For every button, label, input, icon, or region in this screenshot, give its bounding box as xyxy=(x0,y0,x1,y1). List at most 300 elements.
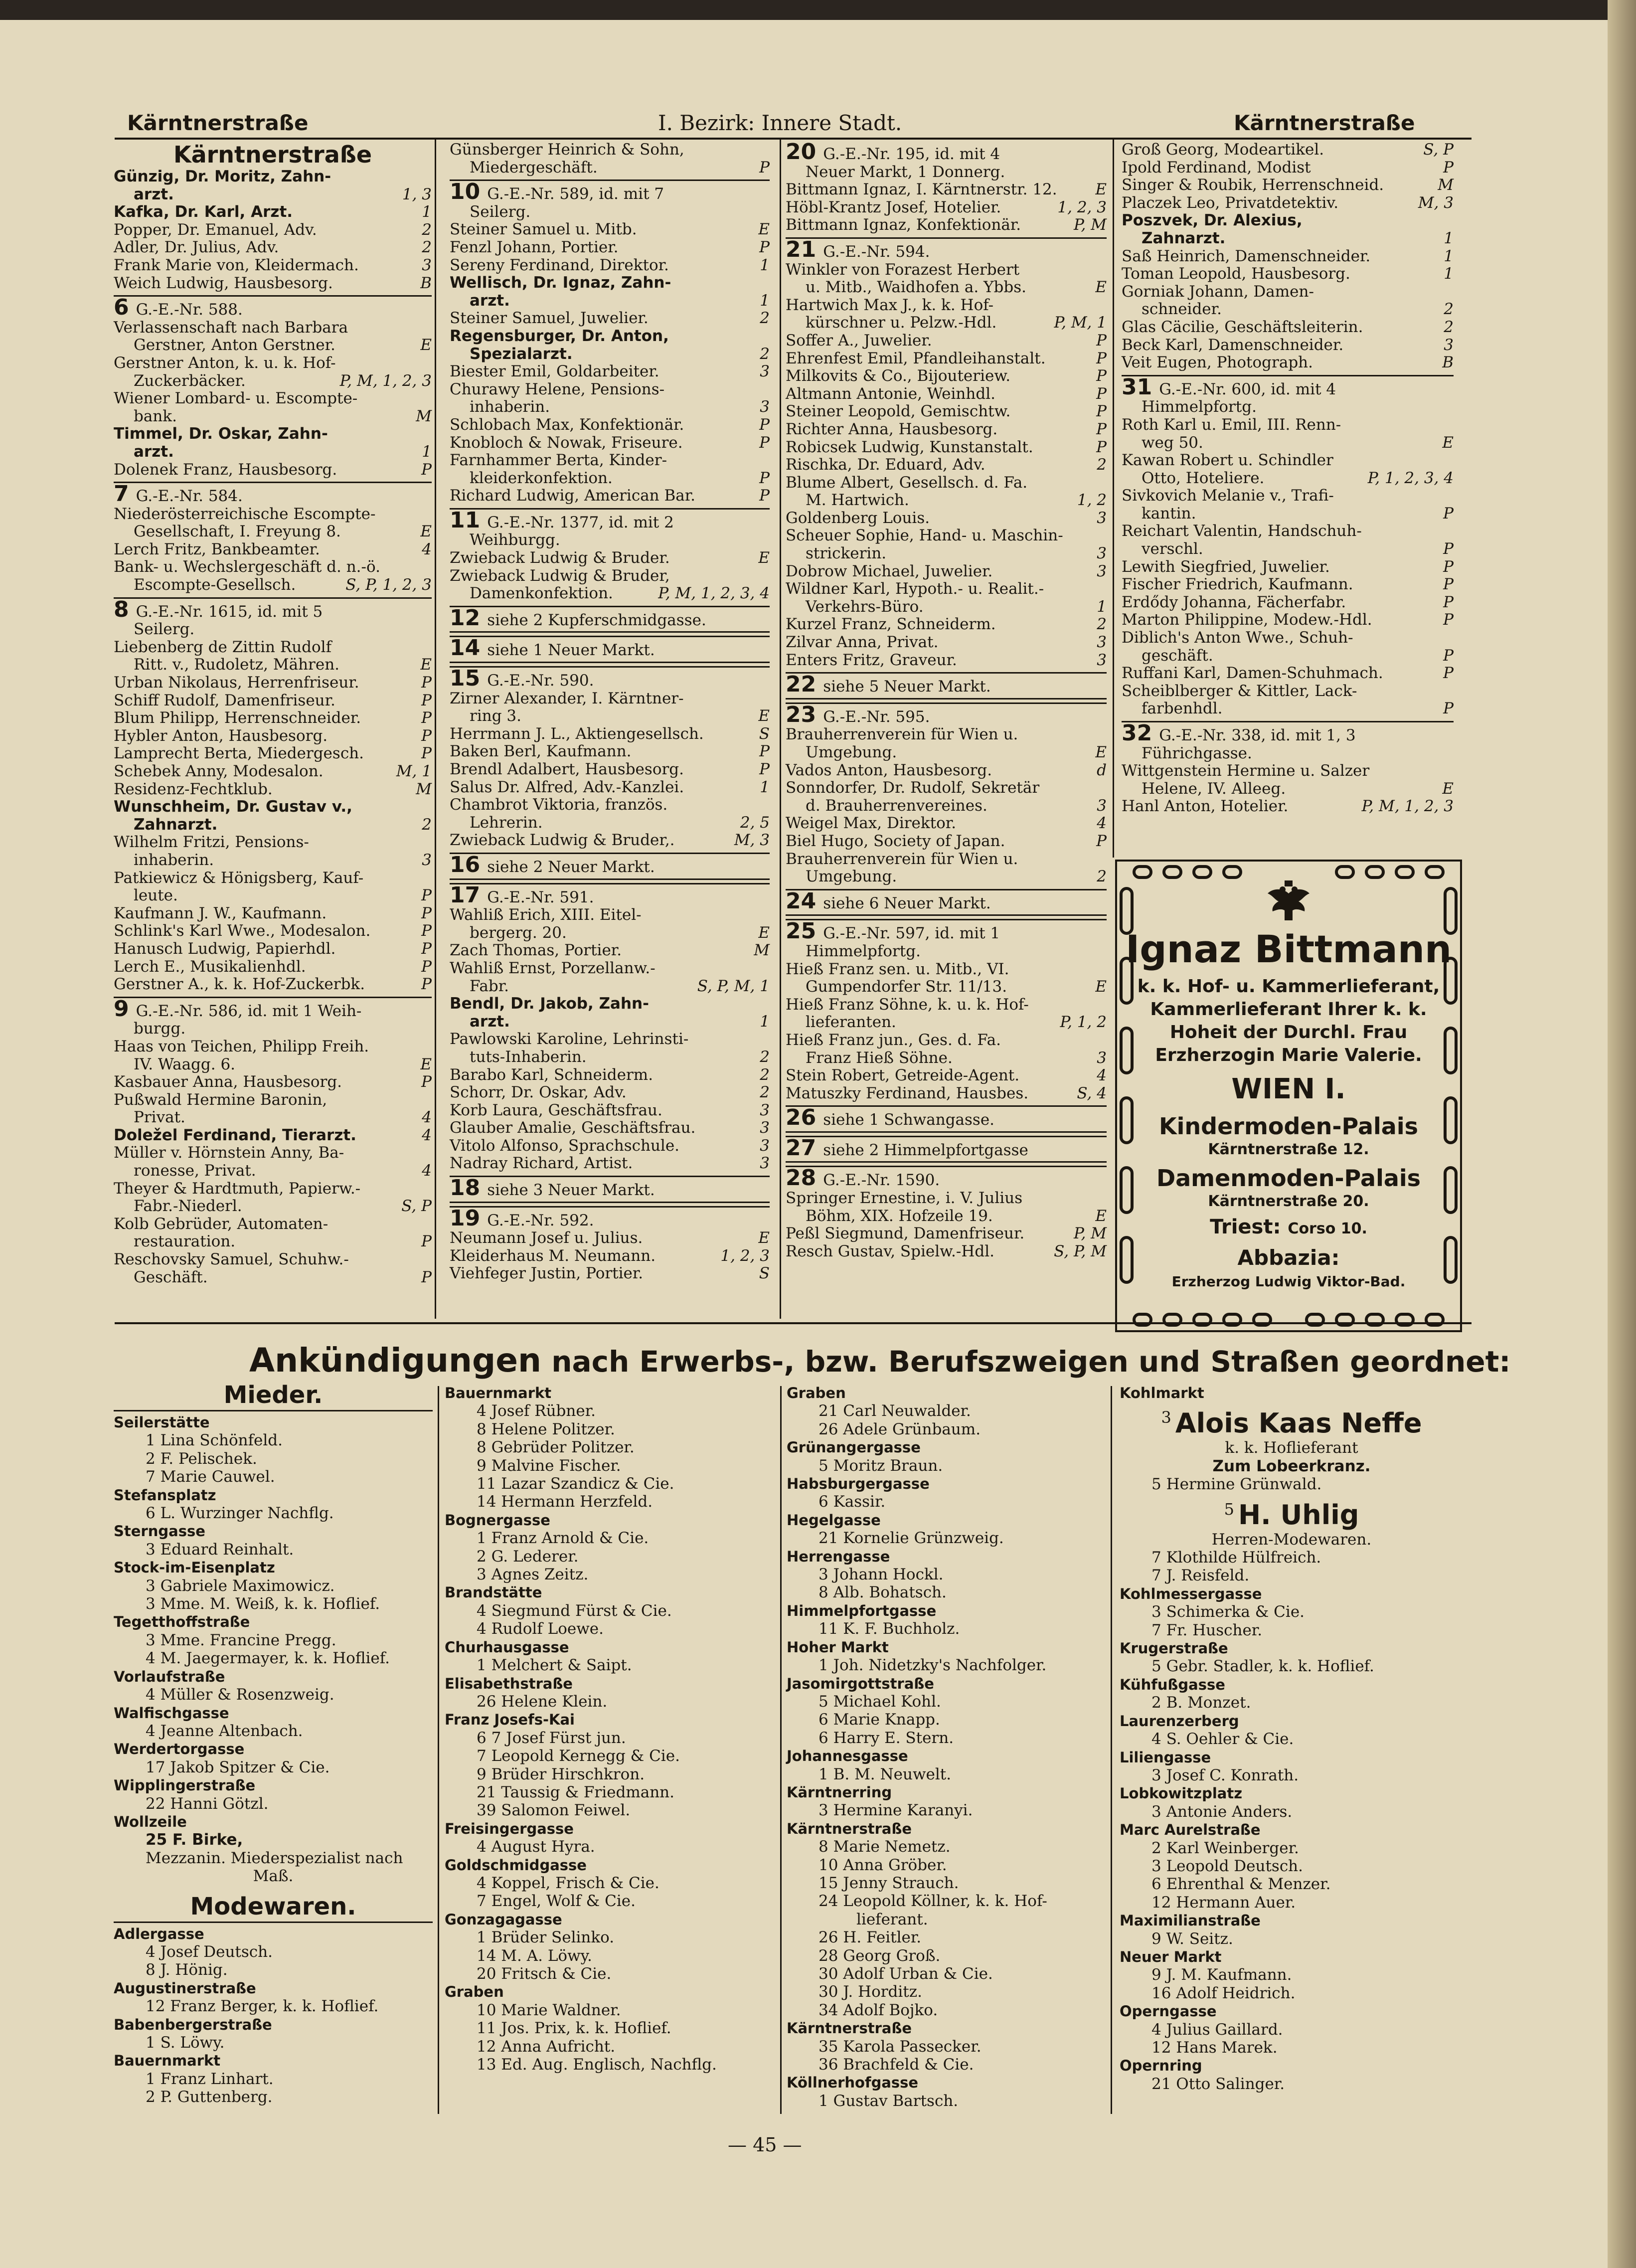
entry-text: Saß Heinrich, Damenschneider. xyxy=(1122,247,1371,265)
entry-text: Ehrenfest Emil, Pfandleihanstalt. xyxy=(786,349,1046,367)
entry-text: Geschäft. xyxy=(134,1268,208,1286)
listing-item: 5 Hermine Grünwald. xyxy=(1151,1475,1322,1494)
floor-marker: M xyxy=(1438,176,1454,194)
directory-entry xyxy=(450,1031,770,1048)
entry-text: Beck Karl, Damenschneider. xyxy=(1122,336,1344,354)
entry-text: G.-E.-Nr. 591. xyxy=(487,888,594,906)
directory-entry xyxy=(114,781,432,799)
listing-item: 21 Kornelie Grünzweig. xyxy=(818,1529,1004,1548)
directory-entry xyxy=(1122,647,1454,665)
directory-entry xyxy=(114,319,432,337)
entry-text: Spezialarzt. xyxy=(470,345,573,363)
entry-text: strickerin. xyxy=(806,544,887,563)
listing-item: 12 Hans Marek. xyxy=(1151,2039,1278,2057)
floor-marker: 1 xyxy=(422,442,432,461)
directory-entry xyxy=(114,870,432,887)
house-number-entry xyxy=(450,636,770,663)
entry-text: kleiderkonfektion. xyxy=(470,469,613,487)
floor-marker: 3 xyxy=(1097,1048,1107,1067)
directory-entry xyxy=(786,1208,1107,1225)
ad-company-name: Ignaz Bittmann xyxy=(1125,927,1452,971)
listing-item: 11 Jos. Prix, k. k. Hoflief. xyxy=(477,2019,671,2038)
listing-item: 8 Helene Politzer. xyxy=(477,1420,615,1438)
listing-item: 6 Ehrenthal & Menzer. xyxy=(1151,1875,1331,1894)
directory-entry xyxy=(786,762,1107,780)
directory-entry xyxy=(786,833,1107,851)
directory-entry xyxy=(786,474,1107,492)
street-title: Kärntnerstraße xyxy=(173,141,372,168)
directory-entry xyxy=(114,940,432,958)
house-number-entry xyxy=(786,1105,1107,1133)
street-name: Graben xyxy=(787,1385,846,1401)
directory-entry xyxy=(450,257,770,275)
listing-item: 26 Adele Grünbaum. xyxy=(818,1420,981,1438)
entry-text: Gumpendorfer Str. 11/13. xyxy=(806,978,1007,996)
directory-entry xyxy=(114,257,432,275)
entry-text: G.-E.-Nr. 594. xyxy=(823,242,930,261)
directory-entry xyxy=(450,924,770,942)
directory-entry xyxy=(786,456,1107,474)
entry-text: G.-E.-Nr. 595. xyxy=(823,707,930,726)
entry-text: Seilerg. xyxy=(470,202,531,221)
floor-marker: E xyxy=(758,549,770,567)
street-name: Maximilianstraße xyxy=(1120,1912,1261,1929)
listing-item: 3 Mme. Francine Pregg. xyxy=(146,1631,336,1649)
floor-marker: 1, 3 xyxy=(402,185,432,203)
entry-text: Günsberger Heinrich & Sohn, xyxy=(450,141,684,159)
directory-entry xyxy=(114,239,432,257)
directory-entry xyxy=(450,159,770,177)
floor-marker: E xyxy=(758,923,770,942)
entry-text: Doležel Ferdinand, Tierarzt. xyxy=(114,1126,356,1144)
listing-item: 1 Brüder Selinko. xyxy=(477,1928,615,1947)
listing-item: 2 Karl Weinberger. xyxy=(1151,1839,1299,1857)
entry-text: Schebek Anny, Modesalon. xyxy=(114,762,324,780)
directory-entry xyxy=(114,656,432,674)
floor-marker: 2 xyxy=(422,815,432,834)
directory-entry xyxy=(450,203,770,221)
listing-item: 24 Leopold Köllner, k. k. Hof- xyxy=(818,1892,1047,1911)
listing-item: 14 Hermann Herzfeld. xyxy=(477,1493,653,1511)
directory-entry xyxy=(114,203,432,221)
entry-text: Salus Dr. Alfred, Adv.-Kanzlei. xyxy=(450,778,684,796)
listing-item: 1 Franz Arnold & Cie. xyxy=(477,1529,649,1548)
floor-marker: B xyxy=(420,274,432,292)
directory-entry xyxy=(1122,594,1454,612)
listing-item: 3 Mme. M. Weiß, k. k. Hoflief. xyxy=(146,1595,380,1613)
entry-text: Sivkovich Melanie v., Trafi- xyxy=(1122,487,1334,505)
ad-triest xyxy=(1114,1216,1463,1238)
listing-item: 4 Jeanne Altenbach. xyxy=(146,1722,303,1740)
directory-entry xyxy=(450,1247,770,1265)
ad-address-1: Kärntnerstraße 12. xyxy=(1208,1141,1369,1158)
entry-text: Lerch E., Musikalienhdl. xyxy=(114,957,306,976)
house-number-entry xyxy=(786,889,1107,916)
entry-text: Weigel Max, Direktor. xyxy=(786,814,957,833)
floor-marker: P xyxy=(421,460,432,479)
entry-text: Brauherrenverein für Wien u. xyxy=(786,850,1018,868)
entry-text: Roth Karl u. Emil, III. Renn- xyxy=(1122,415,1341,434)
entry-text: d. Brauherrenvereines. xyxy=(806,796,987,815)
directory-entry xyxy=(1122,416,1454,434)
directory-entry xyxy=(450,978,770,996)
listing-item: 8 Alb. Bohatsch. xyxy=(818,1583,947,1602)
floor-marker: 2, 5 xyxy=(740,813,770,832)
entry-text: Niederösterreichische Escompte- xyxy=(114,505,376,523)
directory-entry xyxy=(114,461,432,479)
floor-marker: M, 3 xyxy=(734,831,770,850)
house-number-entry xyxy=(450,1176,770,1203)
floor-marker: 4 xyxy=(422,1162,432,1180)
directory-entry xyxy=(114,186,432,204)
house-number: 5 xyxy=(1224,1499,1234,1519)
directory-entry xyxy=(786,815,1107,833)
double-eagle-crest-icon xyxy=(1264,878,1313,928)
entry-text: Zilvar Anna, Privat. xyxy=(786,633,939,652)
directory-entry xyxy=(114,1251,432,1269)
listing-item: 1 B. M. Neuwelt. xyxy=(818,1765,952,1783)
house-number: 20 xyxy=(786,139,817,165)
entry-text: farbenhdl. xyxy=(1142,699,1223,718)
street-name: Graben xyxy=(445,1983,504,2001)
entry-text: Resch Gustav, Spielw.-Hdl. xyxy=(786,1242,994,1260)
floor-marker: E xyxy=(1442,433,1454,452)
street-name: Jasomirgottstraße xyxy=(787,1675,934,1692)
announcements-title-main: Ankündigungen xyxy=(249,1341,542,1380)
entry-text: Zwieback Ludwig & Bruder,. xyxy=(450,831,675,850)
listing-item: Zum Lobeerkranz. xyxy=(1212,1457,1371,1475)
directory-entry xyxy=(786,996,1107,1014)
floor-marker: P xyxy=(1443,158,1454,176)
listing-item: 6 Harry E. Stern. xyxy=(818,1729,954,1747)
directory-entry xyxy=(786,297,1107,315)
street-name: Krugerstraße xyxy=(1120,1640,1228,1657)
directory-entry xyxy=(786,385,1107,403)
floor-marker: P xyxy=(1096,832,1107,850)
ad-line-4: Erzherzogin Marie Valerie. xyxy=(1155,1045,1422,1065)
listing-item: 9 J. M. Kaufmann. xyxy=(1151,1966,1292,1984)
floor-marker: E xyxy=(420,656,432,674)
entry-text: Müller v. Hörnstein Anny, Ba- xyxy=(114,1144,344,1162)
house-number-entry xyxy=(1122,375,1454,399)
floor-marker: 3 xyxy=(1097,562,1107,580)
directory-entry xyxy=(450,1119,770,1137)
house-number: 15 xyxy=(450,666,481,692)
listing-item: 8 Marie Nemetz. xyxy=(818,1838,951,1856)
entry-text: leute. xyxy=(134,886,178,905)
directory-entry xyxy=(786,403,1107,421)
street-name: Himmelpfortgasse xyxy=(787,1602,937,1619)
floor-marker: P xyxy=(1443,699,1454,718)
floor-marker: 3 xyxy=(1444,336,1454,354)
entry-text: Dobrow Michael, Juwelier. xyxy=(786,562,993,580)
directory-entry xyxy=(114,852,432,870)
entry-text: Umgebung. xyxy=(806,743,897,761)
entry-text: M. Hartwich. xyxy=(806,491,909,510)
directory-entry xyxy=(786,1032,1107,1049)
entry-text: Bittmann Ignaz, Konfektionär. xyxy=(786,216,1021,234)
house-number: 26 xyxy=(786,1105,817,1131)
directory-entry xyxy=(114,692,432,710)
floor-marker: P xyxy=(421,674,432,692)
entry-text: siehe 2 Neuer Markt. xyxy=(487,858,655,876)
entry-text: Regensburger, Dr. Anton, xyxy=(450,327,669,345)
street-name: Seilerstätte xyxy=(114,1414,210,1431)
entry-text: Pußwald Hermine Baronin, xyxy=(114,1090,327,1109)
ann-divider-3 xyxy=(1111,1386,1112,2114)
house-number: 25 xyxy=(786,918,817,944)
house-number-entry xyxy=(1122,721,1454,745)
directory-entry xyxy=(1122,780,1454,798)
floor-marker: 3 xyxy=(760,1154,770,1173)
house-number-entry xyxy=(114,997,432,1021)
entry-text: Fabr.-Niederl. xyxy=(134,1197,242,1216)
floor-marker: 3 xyxy=(1097,633,1107,652)
floor-marker: 1 xyxy=(1444,247,1454,265)
listing-item: 5 Gebr. Stadler, k. k. Hoflief. xyxy=(1151,1657,1374,1676)
entry-text: Bank- u. Wechslergeschäft d. n.-ö. xyxy=(114,558,380,576)
house-number: 6 xyxy=(114,295,129,321)
floor-marker: M, 1 xyxy=(396,762,432,780)
house-number-entry xyxy=(450,606,770,633)
house-number: 31 xyxy=(1122,374,1152,400)
entry-text: kürschner u. Pelzw.-Hdl. xyxy=(806,314,997,332)
floor-marker: 2 xyxy=(422,220,432,239)
category-heading: Mieder. xyxy=(114,1380,433,1411)
floor-marker: S, P xyxy=(1423,141,1454,159)
entry-text: Privat. xyxy=(134,1108,185,1127)
listing-item: 8 J. Hönig. xyxy=(146,1961,228,1979)
directory-entry xyxy=(1122,159,1454,177)
listing-item: 13 Ed. Aug. Englisch, Nachflg. xyxy=(477,2056,717,2074)
directory-entry xyxy=(450,960,770,978)
entry-text: G.-E.-Nr. 1377, id. mit 2 xyxy=(487,513,674,531)
floor-marker: 1 xyxy=(1444,265,1454,283)
listing-item: 4 S. Oehler & Cie. xyxy=(1151,1730,1294,1748)
listing-item: 15 Jenny Strauch. xyxy=(818,1874,959,1892)
entry-text: Soffer A., Juwelier. xyxy=(786,331,932,349)
directory-entry xyxy=(1122,487,1454,505)
entry-text: Ipold Ferdinand, Modist xyxy=(1122,158,1311,176)
entry-text: Wiener Lombard- u. Escompte- xyxy=(114,389,358,408)
entry-text: kantin. xyxy=(1142,504,1196,523)
floor-marker: E xyxy=(420,1055,432,1073)
listing-item: 2 F. Pelischek. xyxy=(146,1449,257,1468)
entry-text: Lerch Fritz, Bankbeamter. xyxy=(114,540,320,558)
directory-entry xyxy=(450,1229,770,1247)
scan-page-edge xyxy=(1608,0,1636,2268)
directory-entry xyxy=(1122,248,1454,266)
entry-text: Lewith Siegfried, Juwelier. xyxy=(1122,557,1330,576)
entry-text: Timmel, Dr. Oskar, Zahn- xyxy=(114,425,328,443)
directory-entry xyxy=(1122,700,1454,718)
directory-entry xyxy=(786,978,1107,996)
entry-text: Winkler von Forazest Herbert xyxy=(786,260,1020,279)
directory-entry xyxy=(114,958,432,976)
street-name: Hoher Markt xyxy=(787,1638,889,1656)
house-number: 23 xyxy=(786,701,817,727)
listing-item: 3 Gabriele Maximowicz. xyxy=(146,1576,335,1595)
announcements-title xyxy=(249,1341,1511,1380)
announcements-column-1 xyxy=(114,1380,433,2106)
entry-text: Churawy Helene, Pensions- xyxy=(450,380,665,398)
entry-text: Schorr, Dr. Oskar, Adv. xyxy=(450,1083,627,1102)
directory-entry xyxy=(114,390,432,408)
listing-item: 26 H. Feitler. xyxy=(818,1928,922,1947)
entry-text: Peßl Siegmund, Damenfriseur. xyxy=(786,1224,1025,1243)
entry-text: G.-E.-Nr. 1615, id. mit 5 xyxy=(136,602,323,621)
directory-entry xyxy=(1122,319,1454,337)
entry-text: Viehfeger Justin, Portier. xyxy=(450,1264,644,1283)
announcements-column-2 xyxy=(445,1384,774,2074)
entry-text: Kafka, Dr. Karl, Arzt. xyxy=(114,203,293,221)
entry-text: Sonndorfer, Dr. Rudolf, Sekretär xyxy=(786,779,1040,797)
directory-entry xyxy=(114,816,432,834)
directory-entry xyxy=(786,868,1107,886)
street-name: Elisabethstraße xyxy=(445,1675,573,1692)
directory-entry xyxy=(450,1066,770,1084)
entry-text: G.-E.-Nr. 589, id. mit 7 xyxy=(487,185,664,203)
entry-text: Gorniak Johann, Damen- xyxy=(1122,282,1314,301)
floor-marker: P xyxy=(759,742,770,761)
entry-text: Steiner Leopold, Gemischtw. xyxy=(786,402,1011,421)
entry-text: G.-E.-Nr. 590. xyxy=(487,672,594,690)
listing-item: 1 Lina Schönfeld. xyxy=(146,1431,283,1450)
directory-entry xyxy=(450,1084,770,1102)
listing-item: 2 P. Guttenberg. xyxy=(146,2088,273,2106)
listing-item: 25 F. Birke, xyxy=(146,1831,243,1849)
listing-item: 7 Marie Cauwel. xyxy=(146,1468,275,1486)
floor-marker: 3 xyxy=(422,256,432,274)
house-number-entry xyxy=(450,179,770,203)
directory-entry xyxy=(450,274,770,292)
directory-entry xyxy=(450,942,770,960)
directory-entry xyxy=(114,1073,432,1091)
entry-text: G.-E.-Nr. 597, id. mit 1 xyxy=(823,924,1000,943)
entry-text: burgg. xyxy=(134,1020,186,1038)
listing-item: 20 Fritsch & Cie. xyxy=(477,1965,612,1983)
floor-marker: 1 xyxy=(1444,229,1454,247)
listing-item: 1 Gustav Bartsch. xyxy=(818,2092,959,2110)
listing-item: 1 Joh. Nidetzky's Nachfolger. xyxy=(818,1656,1047,1675)
floor-marker: 2 xyxy=(1444,300,1454,319)
street-name: Freisingergasse xyxy=(445,1820,574,1837)
floor-marker: P xyxy=(1443,575,1454,594)
entry-text: Glas Cäcilie, Geschäftsleiterin. xyxy=(1122,318,1363,336)
directory-entry xyxy=(450,707,770,725)
entry-text: Zuckerbäcker. xyxy=(134,371,246,390)
entry-text: Seilerg. xyxy=(134,620,195,639)
ad-triest-address: Corso 10. xyxy=(1288,1220,1367,1237)
directory-entry xyxy=(114,576,432,594)
entry-text: siehe 2 Kupferschmidgasse. xyxy=(487,611,706,629)
house-number-entry xyxy=(114,597,432,621)
directory-entry xyxy=(786,1049,1107,1067)
ann-divider-1 xyxy=(438,1386,439,2114)
house-number-entry xyxy=(450,508,770,532)
ann-divider-2 xyxy=(780,1386,782,2114)
listing-item: 3 Leopold Deutsch. xyxy=(1151,1857,1304,1875)
directory-entry xyxy=(450,487,770,505)
street-name: Neuer Markt xyxy=(1120,1948,1222,1965)
directory-entry xyxy=(450,292,770,310)
floor-marker: P xyxy=(759,238,770,256)
street-name: Opernring xyxy=(1120,2057,1202,2075)
floor-marker: P xyxy=(421,886,432,905)
directory-entry xyxy=(786,279,1107,297)
directory-entry xyxy=(786,181,1107,199)
listing-item: 3 Johann Hockl. xyxy=(818,1566,944,1584)
floor-marker: 1 xyxy=(760,1012,770,1031)
entry-text: Singer & Roubik, Herrenschneid. xyxy=(1122,176,1384,194)
directory-entry xyxy=(114,408,432,426)
floor-marker: P, M, 1, 2, 3 xyxy=(1361,797,1454,816)
street-name: Babenbergerstraße xyxy=(114,2016,272,2033)
street-name: Marc Aurelstraße xyxy=(1120,1821,1261,1839)
directory-entry xyxy=(114,1144,432,1162)
listing-item: 21 Taussig & Friedmann. xyxy=(477,1783,674,1801)
street-name: Kärntnerstraße xyxy=(787,2020,912,2037)
directory-entry xyxy=(786,598,1107,616)
floor-marker: 1 xyxy=(1097,597,1107,616)
street-name: Walfischgasse xyxy=(114,1704,229,1722)
floor-marker: P xyxy=(759,469,770,487)
listing-item: 3 Antonie Anders. xyxy=(1151,1802,1293,1821)
floor-marker: P xyxy=(1443,593,1454,611)
entry-text: Biel Hugo, Society of Japan. xyxy=(786,832,1005,850)
entry-text: Bittmann Ignaz, I. Kärntnerstr. 12. xyxy=(786,180,1057,199)
directory-entry xyxy=(786,314,1107,332)
floor-marker: E xyxy=(758,1229,770,1247)
listing-item: 3 Hermine Karanyi. xyxy=(818,1801,973,1820)
directory-entry xyxy=(1122,337,1454,354)
entry-text: IV. Waagg. 6. xyxy=(134,1055,236,1073)
directory-entry xyxy=(786,616,1107,634)
house-number: 10 xyxy=(450,179,481,205)
floor-marker: 2 xyxy=(1097,615,1107,634)
listing-item: 3 Eduard Reinhalt. xyxy=(146,1540,294,1559)
directory-entry xyxy=(450,585,770,603)
entry-text: siehe 6 Neuer Markt. xyxy=(823,894,991,912)
entry-text: Barabo Karl, Schneiderm. xyxy=(450,1065,654,1084)
directory-entry xyxy=(1122,665,1454,683)
floor-marker: P, M, 1, 2, 3, 4 xyxy=(658,584,770,603)
street-name: Bauernmarkt xyxy=(114,2052,221,2070)
directory-entry xyxy=(786,199,1107,217)
column-divider-3 xyxy=(1113,140,1114,858)
entry-text: Brendl Adalbert, Hausbesorg. xyxy=(450,760,684,778)
directory-entry xyxy=(786,510,1107,527)
listing-item: 6 Marie Knapp. xyxy=(818,1711,940,1729)
floor-marker: P xyxy=(1443,664,1454,683)
listing-item: 12 Hermann Auer. xyxy=(1151,1893,1296,1912)
house-number: 17 xyxy=(450,882,481,908)
listing-item: 12 Anna Aufricht. xyxy=(477,2037,616,2056)
entry-text: G.-E.-Nr. 600, id. mit 4 xyxy=(1159,380,1336,398)
house-number-entry xyxy=(786,141,1107,164)
directory-entry xyxy=(450,363,770,381)
street-name: Habsburgergasse xyxy=(787,1475,930,1493)
floor-marker: P xyxy=(421,726,432,745)
directory-entry xyxy=(114,541,432,559)
floor-marker: S, P, M xyxy=(1054,1242,1107,1260)
directory-entry xyxy=(1122,505,1454,523)
listing-item: 7 Klothilde Hülfreich. xyxy=(1151,1549,1321,1567)
directory-entry xyxy=(1122,212,1454,230)
directory-entry xyxy=(114,976,432,994)
directory-entry xyxy=(1122,576,1454,594)
directory-entry xyxy=(450,328,770,346)
